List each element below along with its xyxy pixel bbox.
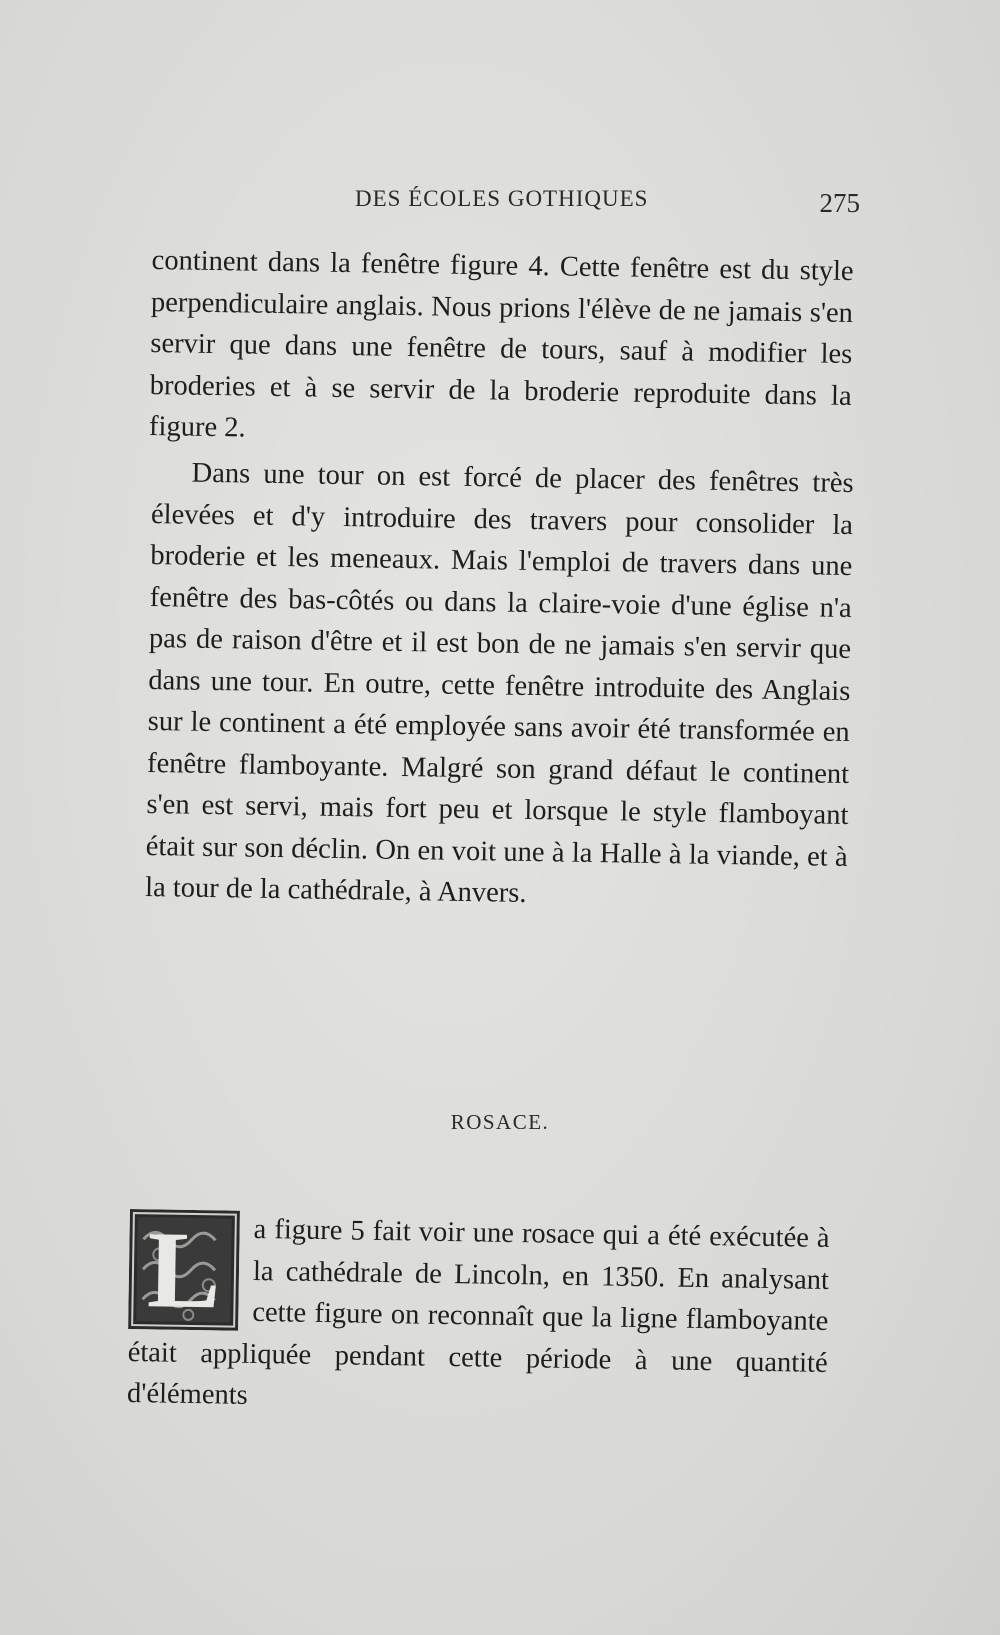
page-number: 275	[819, 188, 860, 218]
running-head	[140, 182, 860, 222]
running-title: DES ÉCOLES GOTHIQUES	[355, 186, 649, 211]
paragraph-2: Dans une tour on est forcé de placer des fenêtres très élevées et d'y introduire des travers pour consolider la broderie et les meneaux. Mais l'emploi de travers dans une fenêtre des bas-côtés ou dans la claire-voie d'une église n'a pas de raison d'être et il est bon de ne jamais s'en servir que dans une tour. En outre, cette fenêtre introduite des Anglais sur le continent a été employée sans avoir été transformée en fenêtre flamboyante. Malgré son grand défaut le continent s'en est servi, mais fort peu et lorsque le style flamboyant était sur son déclin. On en voit une à la Halle à la viande, et à la tour de la cathédrale, à Anvers.	[144, 457, 854, 909]
paragraph-1: continent dans la fenêtre figure 4. Cette fenêtre est du style perpendiculaire anglais. Nous prions l'élève de ne jamais s'en servir que dans une fenêtre de tours, sauf à modifier les broderies et à se servir de la broderie reproduite dans la figure 2.	[148, 244, 854, 444]
paragraph-3-block	[127, 1207, 830, 1425]
paragraph-3-text: a figure 5 fait voir une rosace qui a été exécutée à la cathédrale de Lincoln, en 1350. En analysant cette figure on reconnaît que la ligne flamboyante était appliquée pendant cette période à une quantité d'éléments	[126, 1213, 830, 1411]
section-heading: ROSACE.	[450, 1110, 550, 1134]
ornamental-dropcap	[128, 1209, 240, 1331]
dropcap-letter: L	[146, 1208, 222, 1332]
